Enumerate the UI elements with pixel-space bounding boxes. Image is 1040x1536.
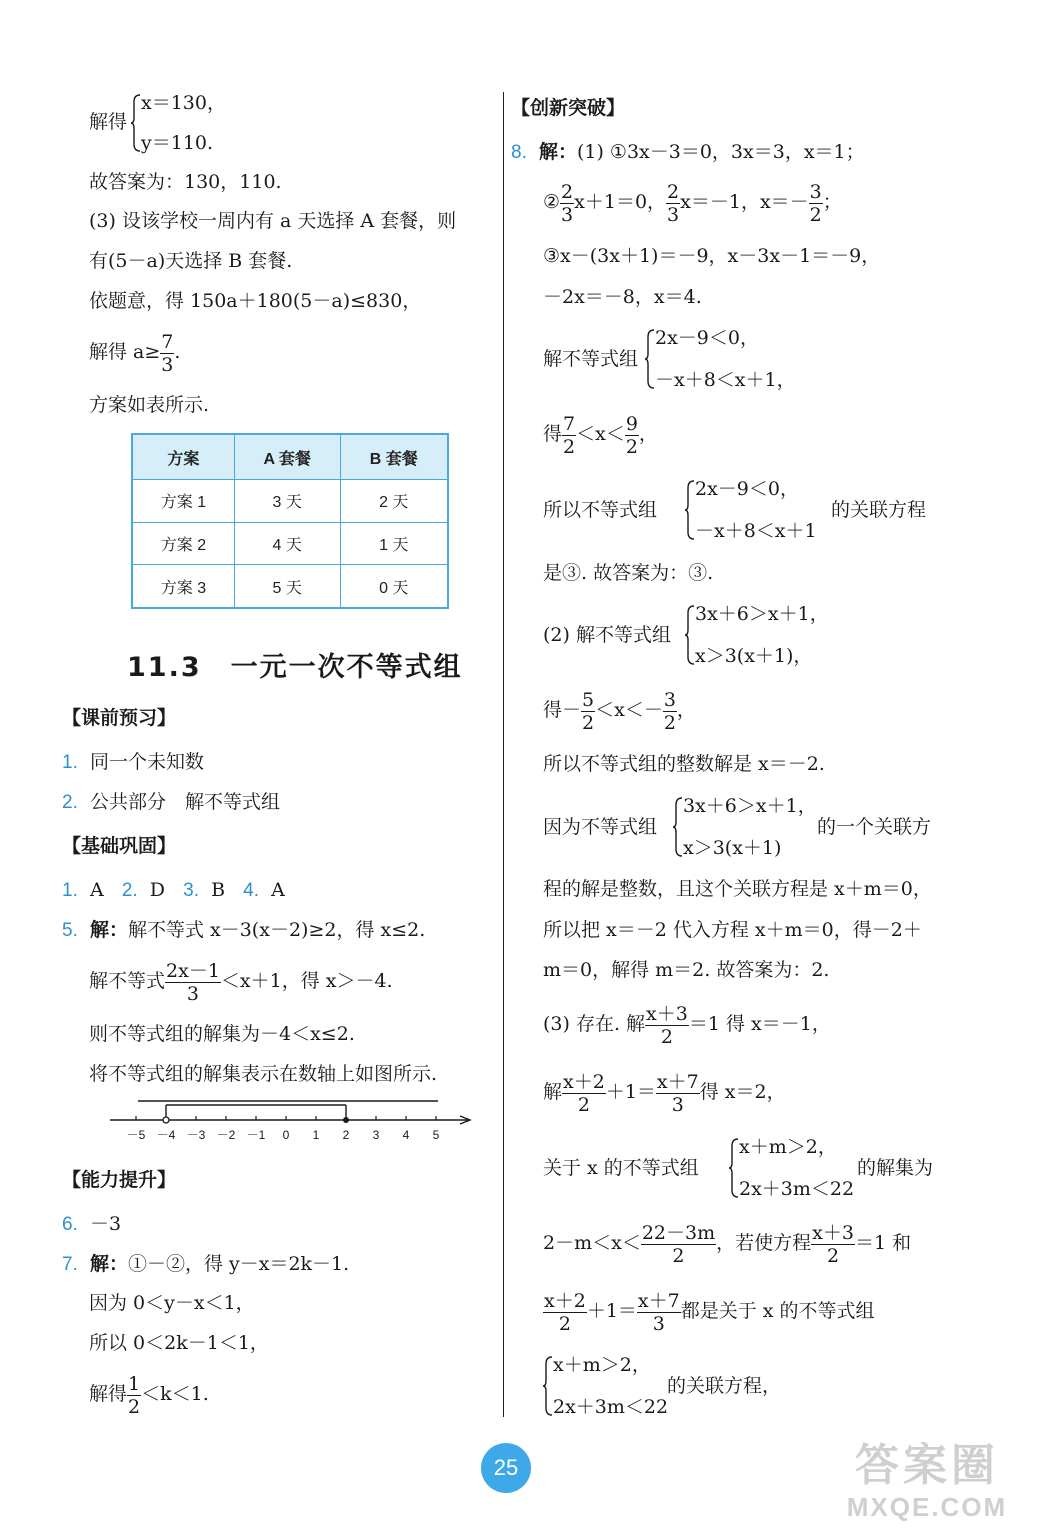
q5-line-3: 则不等式组的解集为－4＜x≤2. <box>89 1023 355 1045</box>
inequality-system-c <box>543 603 863 667</box>
table-cell: 4 天 <box>234 522 340 565</box>
item-number: 2. <box>62 792 78 813</box>
text: 解不等式 <box>89 970 166 992</box>
text: (2) 解不等式组 <box>543 624 671 646</box>
tick-label: －3 <box>186 1128 206 1142</box>
answer-130-110: 故答案为：130，110. <box>89 171 282 193</box>
heading-preview: 【课前预习】 <box>62 707 177 729</box>
sys-line-1: 3x＋6＞x＋1， <box>695 603 829 625</box>
brace <box>645 329 655 389</box>
watermark-text: 答案圈 <box>855 1440 999 1491</box>
item-text: －3 <box>89 1213 122 1235</box>
table-row <box>132 480 448 523</box>
sys-line-1: 2x－9＜0， <box>655 327 759 349</box>
q8-line-14: 所以把 x＝－2 代入方程 x＋m＝0，得－2＋ <box>543 919 922 941</box>
sys-line-2: x＞3(x＋1)， <box>695 645 813 667</box>
item-text: 解不等式 x－3(x－2)≥2，得 x≤2. <box>127 919 426 941</box>
q8-line-20 <box>543 1287 875 1335</box>
sys-line-2: y＝110. <box>141 132 214 154</box>
table-row <box>132 522 448 565</box>
text: 2－m＜x＜ <box>543 1232 641 1254</box>
item-text: 同一个未知数 <box>89 751 204 773</box>
item-text: A <box>89 879 104 901</box>
q5-line-2 <box>89 957 393 1005</box>
q7-line-3: 所以 0＜2k－1＜1， <box>89 1332 269 1354</box>
numerator: x＋7 <box>656 1070 699 1093</box>
text: ， <box>638 423 658 445</box>
inequality-system-f <box>543 1354 863 1418</box>
tick-label: －1 <box>246 1128 266 1142</box>
denominator: 2 <box>128 1395 141 1418</box>
table-header: A 套餐 <box>234 434 340 480</box>
fraction <box>625 413 639 458</box>
fraction <box>663 689 677 734</box>
sys-line-1: x＝130， <box>141 92 226 114</box>
sys-line-1: x＋m＞2， <box>553 1354 651 1376</box>
item-number: 3. <box>183 880 199 901</box>
denominator: 2 <box>625 435 638 458</box>
denominator: 3 <box>671 1093 684 1116</box>
list-item <box>62 790 280 815</box>
text: 的一个关联方 <box>817 816 932 838</box>
solution-label: 解： <box>89 1253 128 1275</box>
table-header: B 套餐 <box>340 434 448 480</box>
sys-line-2: x＞3(x＋1) <box>683 837 782 859</box>
q3-line-2: 有(5－a)天选择 B 套餐. <box>89 250 293 272</box>
denominator: 2 <box>827 1244 840 1267</box>
item-text: D <box>149 879 165 901</box>
text: 解得 a≥ <box>89 341 161 363</box>
denominator: 2 <box>577 1093 590 1116</box>
sys-line-1: x＋m＞2， <box>739 1136 837 1158</box>
tick-label: 0 <box>282 1128 290 1142</box>
numerator: x＋7 <box>637 1289 680 1312</box>
number-line <box>108 1094 478 1146</box>
inequality-system-a <box>543 327 863 391</box>
numerator: x＋3 <box>646 1002 688 1025</box>
text: ＜x＋1，得 x＞－4. <box>220 970 393 992</box>
inequality-system-e <box>543 1136 963 1200</box>
denominator: 3 <box>186 982 200 1005</box>
tick-label: 4 <box>402 1128 410 1142</box>
brace <box>685 605 695 665</box>
text: 解不等式组 <box>543 348 639 370</box>
q8-line-3: ③x－(3x＋1)＝－9，x－3x－1＝－9， <box>543 245 881 267</box>
numerator: x＋2 <box>544 1289 586 1312</box>
item-text: ①－②，得 y－x＝2k－1. <box>127 1253 350 1275</box>
solution-label: 解： <box>538 141 577 163</box>
q8-line-19 <box>543 1219 911 1267</box>
tick-label: 1 <box>312 1128 320 1142</box>
sys-line-1: 2x－9＜0， <box>695 478 799 500</box>
text: ， <box>676 699 696 721</box>
text: ＝1 得 x＝－1， <box>688 1013 831 1035</box>
item-number: 2. <box>121 880 138 901</box>
text: x＝－1，x＝－ <box>680 191 809 213</box>
sys-line-1: 3x＋6＞x＋1， <box>683 795 817 817</box>
denominator: 2 <box>663 711 676 734</box>
q8-line-8: 是③. 故答案为：③. <box>543 562 714 584</box>
text: ＋1＝ <box>605 1081 656 1103</box>
text: ＜x＜－ <box>595 699 663 721</box>
text: 得 <box>543 423 563 445</box>
brace <box>729 1138 739 1198</box>
fraction <box>637 1290 681 1335</box>
q8-line-2 <box>543 178 842 226</box>
inequality-system-b <box>543 478 963 542</box>
item-number: 1. <box>62 752 78 773</box>
table-row <box>132 565 448 608</box>
q7-line <box>62 1252 349 1277</box>
text: 解 <box>543 1081 563 1103</box>
item-text: A <box>271 879 285 901</box>
item-text: 公共部分 解不等式组 <box>89 791 280 813</box>
tick-label: 2 <box>342 1128 350 1142</box>
plan-table <box>131 433 449 609</box>
text: ，若使方程 <box>716 1232 812 1254</box>
text: 因为不等式组 <box>543 816 658 838</box>
numerator: 2 <box>667 180 680 203</box>
text: 解得 <box>89 1383 128 1405</box>
q5-line-4: 将不等式组的解集表示在数轴上如图所示. <box>89 1063 438 1085</box>
q3-line-1: (3) 设该学校一周内有 a 天选择 A 套餐，则 <box>89 210 457 232</box>
q8-line <box>511 140 865 165</box>
fraction <box>562 1071 606 1116</box>
watermark-logo <box>822 1440 1032 1530</box>
inequality-system-d <box>543 795 963 859</box>
numerator: x＋2 <box>563 1070 605 1093</box>
q8-line-4: －2x＝－8，x＝4. <box>543 286 702 308</box>
item-number: 5. <box>62 920 78 941</box>
denominator: 3 <box>652 1312 665 1335</box>
table-cell: 方案 2 <box>132 522 234 565</box>
text: ； <box>822 191 842 213</box>
fraction <box>560 181 574 226</box>
heading-innovation: 【创新突破】 <box>511 97 626 119</box>
numerator: 3 <box>663 688 676 711</box>
heading-basic: 【基础巩固】 <box>62 835 177 857</box>
text: 的解集为 <box>857 1157 934 1179</box>
table-header-row <box>132 434 448 480</box>
denominator: 3 <box>561 203 574 226</box>
item-number: 6. <box>62 1214 78 1235</box>
inequality-line: 依题意，得 150a＋180(5－a)≤830， <box>89 290 422 312</box>
numerator: 22－3m <box>641 1221 716 1244</box>
numerator: x＋3 <box>812 1221 854 1244</box>
fraction <box>656 1071 700 1116</box>
denominator: 3 <box>161 353 174 376</box>
fraction <box>127 1373 141 1418</box>
tick-label: 5 <box>432 1128 440 1142</box>
mc-answers <box>62 878 285 903</box>
text: 得 x＝2， <box>699 1081 786 1103</box>
text: ＜x＜ <box>576 423 625 445</box>
text: 关于 x 的不等式组 <box>543 1157 699 1179</box>
text: ② <box>543 191 561 213</box>
q8-line-11: 所以不等式组的整数解是 x＝－2. <box>543 753 825 775</box>
table-cell: 2 天 <box>340 480 448 523</box>
fraction <box>160 331 174 376</box>
text: x＋1＝0， <box>574 191 667 213</box>
item-text: (1) ①3x－3＝0，3x＝3，x＝1； <box>576 141 865 163</box>
fraction <box>641 1222 716 1267</box>
list-item <box>62 750 204 775</box>
fraction <box>165 960 221 1005</box>
fraction <box>581 689 595 734</box>
page-number: 25 <box>481 1443 531 1493</box>
brace <box>685 480 695 540</box>
denominator: 3 <box>667 203 680 226</box>
solution-label: 解： <box>89 919 128 941</box>
numerator: 2 <box>561 180 574 203</box>
numerator: 7 <box>161 330 174 353</box>
item-text: B <box>211 879 226 901</box>
sys-line-2: 2x＋3m＜22 <box>739 1178 855 1200</box>
column-divider <box>503 92 504 1417</box>
fraction <box>666 181 680 226</box>
item-number: 1. <box>62 880 78 901</box>
denominator: 2 <box>582 711 595 734</box>
q5-line <box>62 918 425 943</box>
q8-line-15: m＝0，解得 m＝2. 故答案为：2. <box>543 959 830 981</box>
table-cell: 0 天 <box>340 565 448 608</box>
sys-line-2: －x＋8＜x＋1 <box>695 520 817 542</box>
table-header: 方案 <box>132 434 234 480</box>
numerator: 9 <box>625 412 638 435</box>
section-title: 11.3 一元一次不等式组 <box>127 652 463 683</box>
numerator: 3 <box>809 180 822 203</box>
fraction <box>811 1222 855 1267</box>
numerator: 1 <box>128 1372 141 1395</box>
fraction <box>543 1290 587 1335</box>
q7-line-4 <box>89 1370 209 1418</box>
fraction <box>562 413 576 458</box>
table-cell: 1 天 <box>340 522 448 565</box>
q8-line-16 <box>543 1000 831 1048</box>
tick-label: －4 <box>156 1128 176 1142</box>
a-solution <box>89 328 180 376</box>
brace <box>673 797 683 857</box>
brace <box>543 1356 553 1416</box>
plan-intro: 方案如表所示. <box>89 394 210 416</box>
table-cell: 方案 3 <box>132 565 234 608</box>
watermark-url: MXQE.COM <box>846 1492 1008 1522</box>
numerator: 5 <box>582 688 595 711</box>
numerator: 2x－1 <box>166 959 220 982</box>
text: ＋1＝ <box>586 1300 637 1322</box>
open-point <box>163 1117 169 1123</box>
q7-line-2: 因为 0＜y－x＜1， <box>89 1292 255 1314</box>
text: 都是关于 x 的不等式组 <box>680 1300 875 1322</box>
item-number: 4. <box>243 880 260 901</box>
table-cell: 3 天 <box>234 480 340 523</box>
q6-line <box>62 1212 121 1237</box>
text: 的关联方程， <box>667 1375 782 1397</box>
denominator: 2 <box>563 435 576 458</box>
table-cell: 方案 1 <box>132 480 234 523</box>
tick-label: －2 <box>216 1128 236 1142</box>
fraction <box>809 181 823 226</box>
text: . <box>174 341 181 363</box>
text: ＜k＜1. <box>141 1383 209 1405</box>
q8-line-13: 程的解是整数，且这个关联方程是 x＋m＝0， <box>543 878 932 900</box>
fraction <box>645 1003 689 1048</box>
denominator: 2 <box>660 1025 673 1048</box>
q8-line-10 <box>543 686 696 734</box>
item-number: 7. <box>62 1254 78 1275</box>
brace <box>131 94 141 152</box>
table-cell: 5 天 <box>234 565 340 608</box>
heading-ability: 【能力提升】 <box>62 1169 177 1191</box>
item-number: 8. <box>511 142 527 163</box>
text: (3) 存在. 解 <box>543 1013 646 1035</box>
denominator: 2 <box>558 1312 571 1335</box>
sys-line-2: 2x＋3m＜22 <box>553 1396 669 1418</box>
text-jiede: 解得 <box>89 111 128 133</box>
denominator: 2 <box>809 203 822 226</box>
q8-line-17 <box>543 1068 786 1116</box>
denominator: 2 <box>672 1244 685 1267</box>
tick-label: －5 <box>126 1128 146 1142</box>
tick-label: 3 <box>372 1128 380 1142</box>
text: ＝1 和 <box>854 1232 912 1254</box>
text: 得－ <box>543 699 582 721</box>
closed-point <box>343 1117 349 1123</box>
numerator: 7 <box>563 412 576 435</box>
text: 所以不等式组 <box>543 499 658 521</box>
text: 的关联方程 <box>831 499 927 521</box>
sys-line-2: －x＋8＜x＋1， <box>655 369 796 391</box>
q8-line-6 <box>543 410 658 458</box>
system-x-y <box>89 92 269 156</box>
